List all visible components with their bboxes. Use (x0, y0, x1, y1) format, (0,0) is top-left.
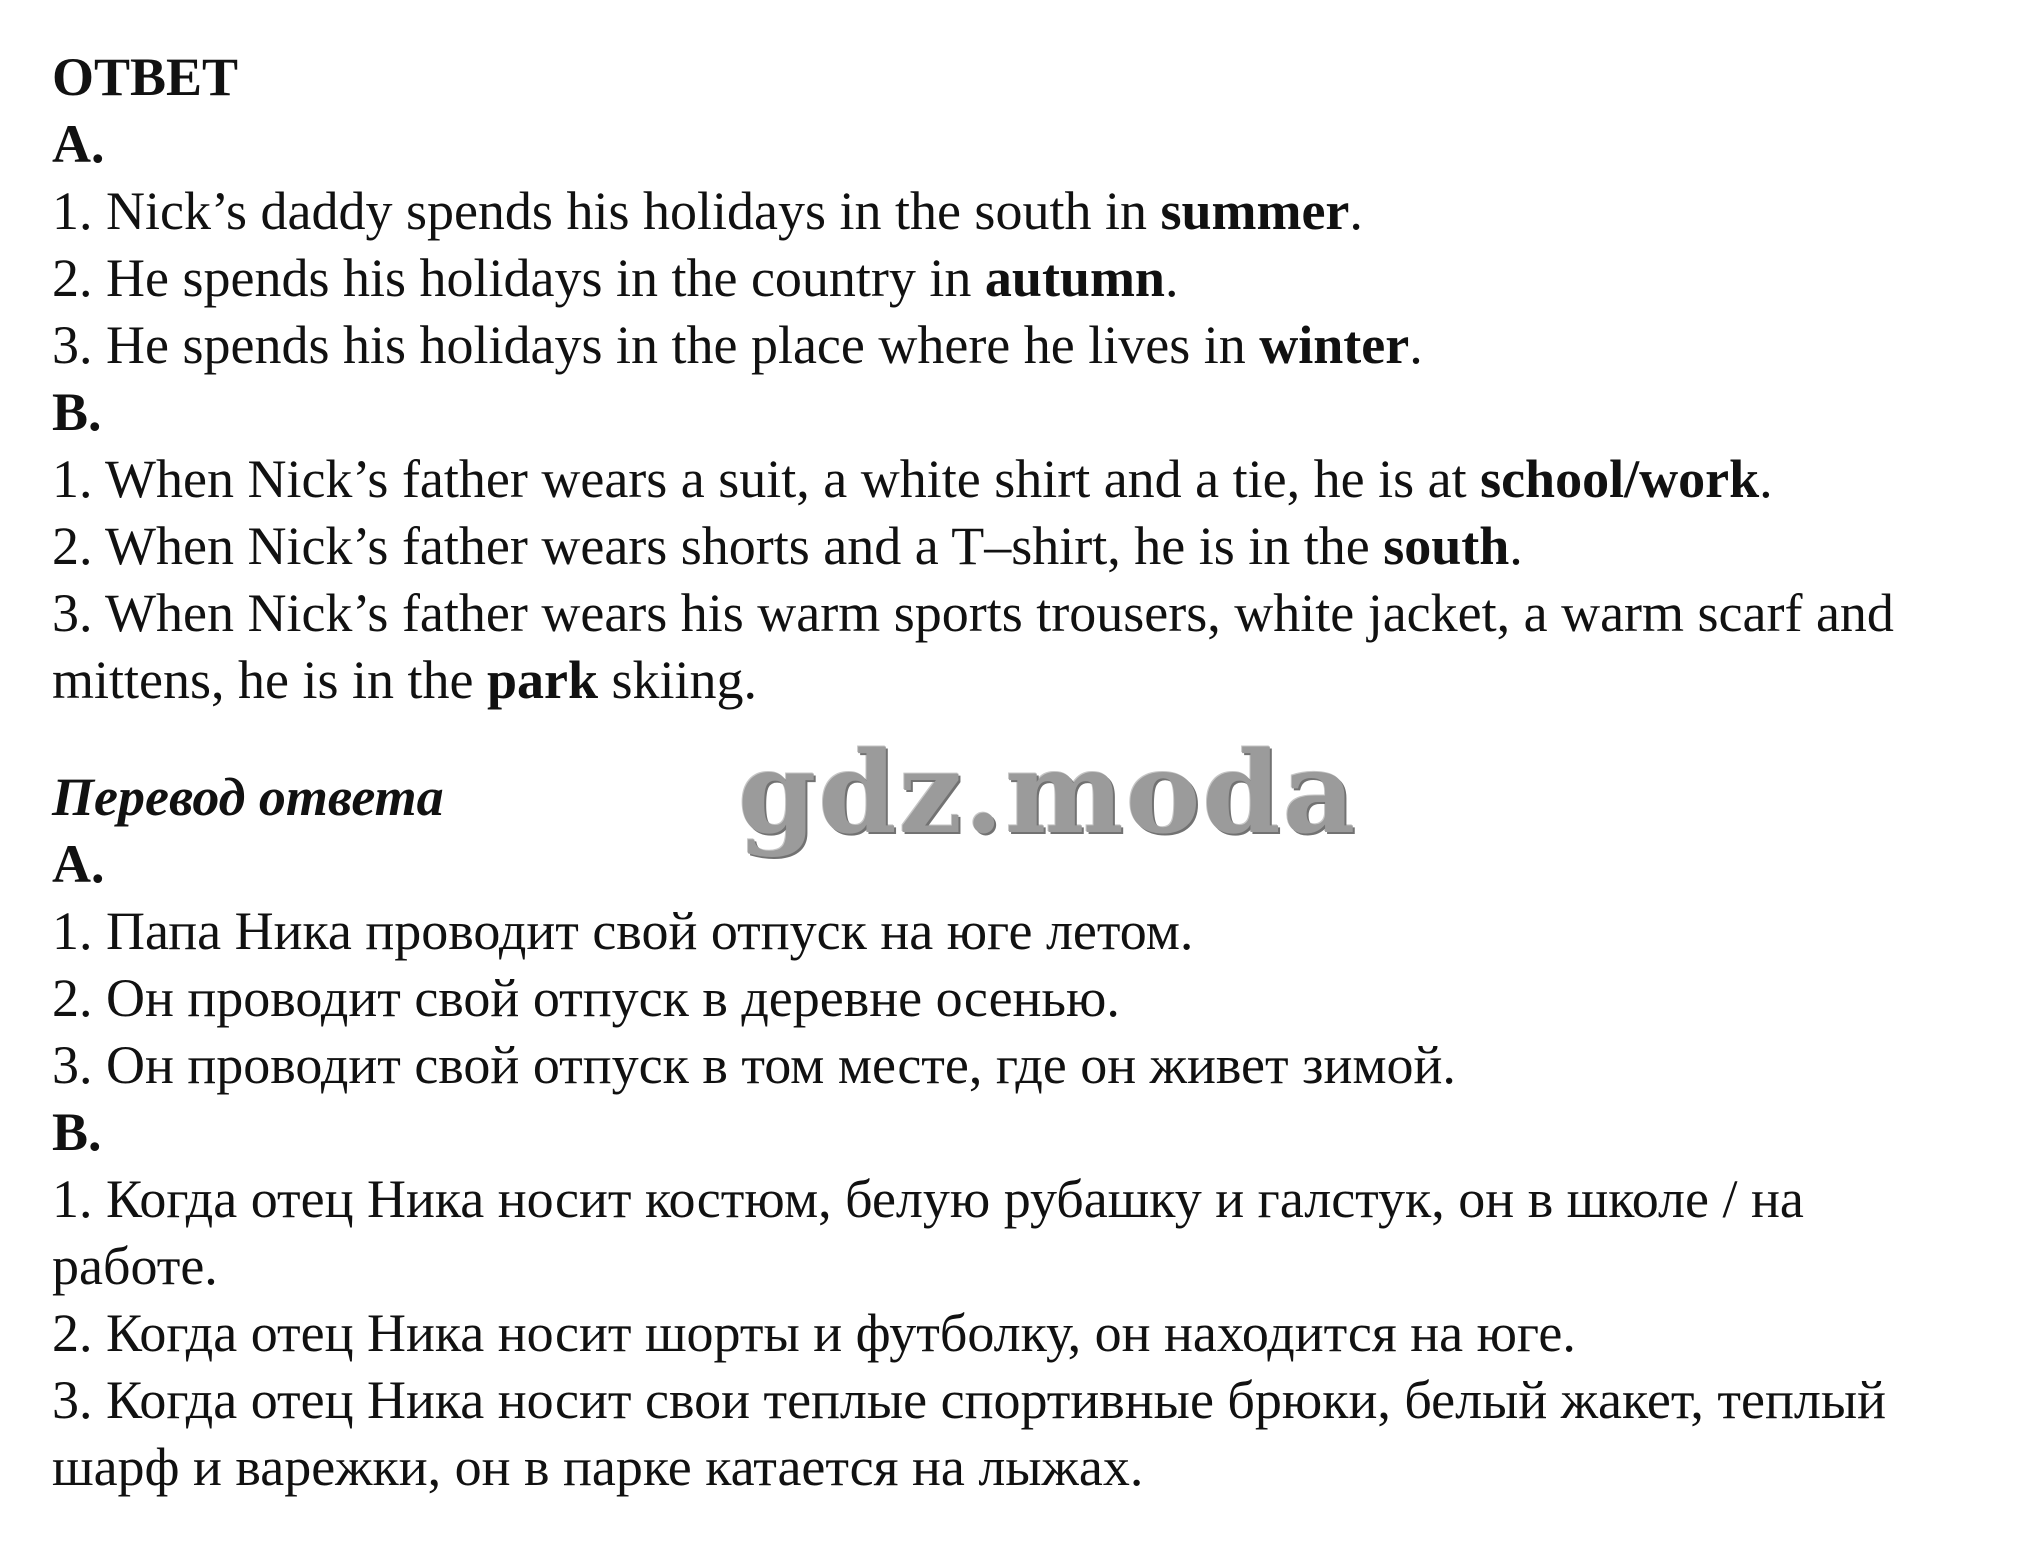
translation-a-item-3: 3. Он проводит свой отпуск в том месте, где он живет зимой. (52, 1035, 1456, 1095)
answer-title: ОТВЕТ (52, 47, 239, 107)
answer-section-b-label: B. (52, 382, 102, 442)
answer-keyword: summer (1160, 181, 1350, 241)
translation-b-item-3: 3. Когда отец Ника носит свои теплые спортивные брюки, белый жакет, теплый шарф и варежки, он в парке катается на лыжах. (52, 1370, 1886, 1497)
answer-keyword: park (486, 650, 598, 710)
answer-section-a-label: A. (52, 114, 105, 174)
answer-a-item-1: 1. Nick’s daddy spends his holidays in the south in summer. (52, 181, 1363, 241)
answer-b-item-1: 1. When Nick’s father wears a suit, a white shirt and a tie, he is at school/work. (52, 449, 1773, 509)
translation-a-item-1: 1. Папа Ника проводит свой отпуск на юге летом. (52, 901, 1194, 961)
translation-section-b-label: B. (52, 1102, 102, 1162)
translation-title: Перевод ответа (52, 767, 444, 827)
translation-b-item-2: 2. Когда отец Ника носит шорты и футболку, он находится на юге. (52, 1303, 1576, 1363)
watermark-logo: gdz.moda (738, 728, 1358, 859)
answer-a-item-3: 3. He spends his holidays in the place where he lives in winter. (52, 315, 1423, 375)
answer-b-item-2: 2. When Nick’s father wears shorts and a T–shirt, he is in the south. (52, 516, 1523, 576)
answer-keyword: autumn (984, 248, 1165, 308)
answer-keyword: south (1383, 516, 1510, 576)
answer-b-item-3: 3. When Nick’s father wears his warm sports trousers, white jacket, a warm scarf and mittens, he is in the park skiing. (52, 583, 1894, 710)
answer-a-item-2: 2. He spends his holidays in the country in autumn. (52, 248, 1179, 308)
translation-b-item-1: 1. Когда отец Ника носит костюм, белую рубашку и галстук, он в школе / на работе. (52, 1169, 1804, 1296)
answer-keyword: school/work (1480, 449, 1760, 509)
translation-a-item-2: 2. Он проводит свой отпуск в деревне осенью. (52, 968, 1120, 1028)
translation-section-a-label: A. (52, 834, 105, 894)
answer-keyword: winter (1259, 315, 1410, 375)
